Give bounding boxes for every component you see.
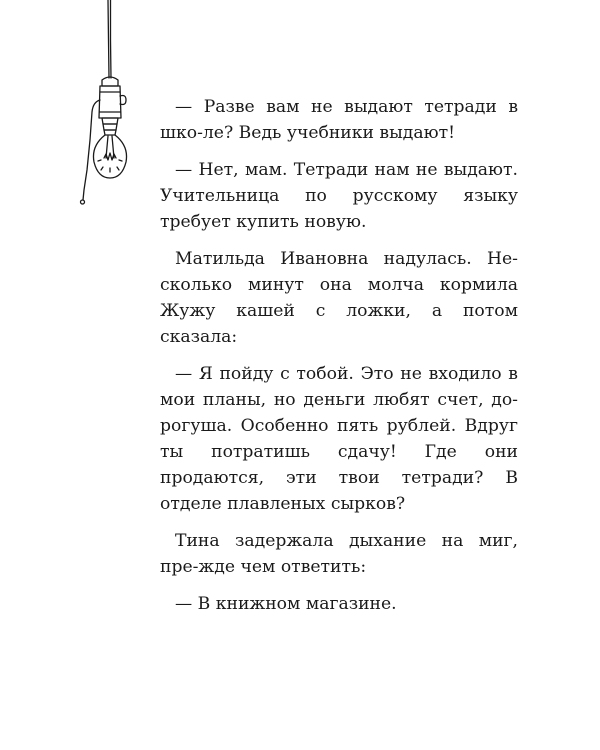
story-text	[160, 94, 518, 628]
paragraph: — Я пойду с тобой. Это не входило в мои планы, но деньги любят счет, до-рогуша. Особенно пять рублей. Вдруг ты потратишь сдачу! Где они продаются, эти твои тетради? В отделе плавленых сырков?	[160, 364, 518, 514]
paragraph: — Нет, мам. Тетради нам не выдают. Учительница по русскому языку требует купить новую.	[160, 160, 518, 232]
paragraph: Тина задержала дыхание на миг, пре-жде чем ответить:	[160, 531, 518, 577]
paragraph: — В книжном магазине.	[175, 594, 397, 614]
paragraph: — Разве вам не выдают тетради в шко-ле? Ведь учебники выдают!	[160, 97, 518, 143]
hanging-lightbulb-icon	[60, 0, 150, 215]
paragraph: Матильда Ивановна надулась. Не-сколько минут она молча кормила Жужу кашей с ложки, а потом сказала:	[160, 249, 518, 347]
